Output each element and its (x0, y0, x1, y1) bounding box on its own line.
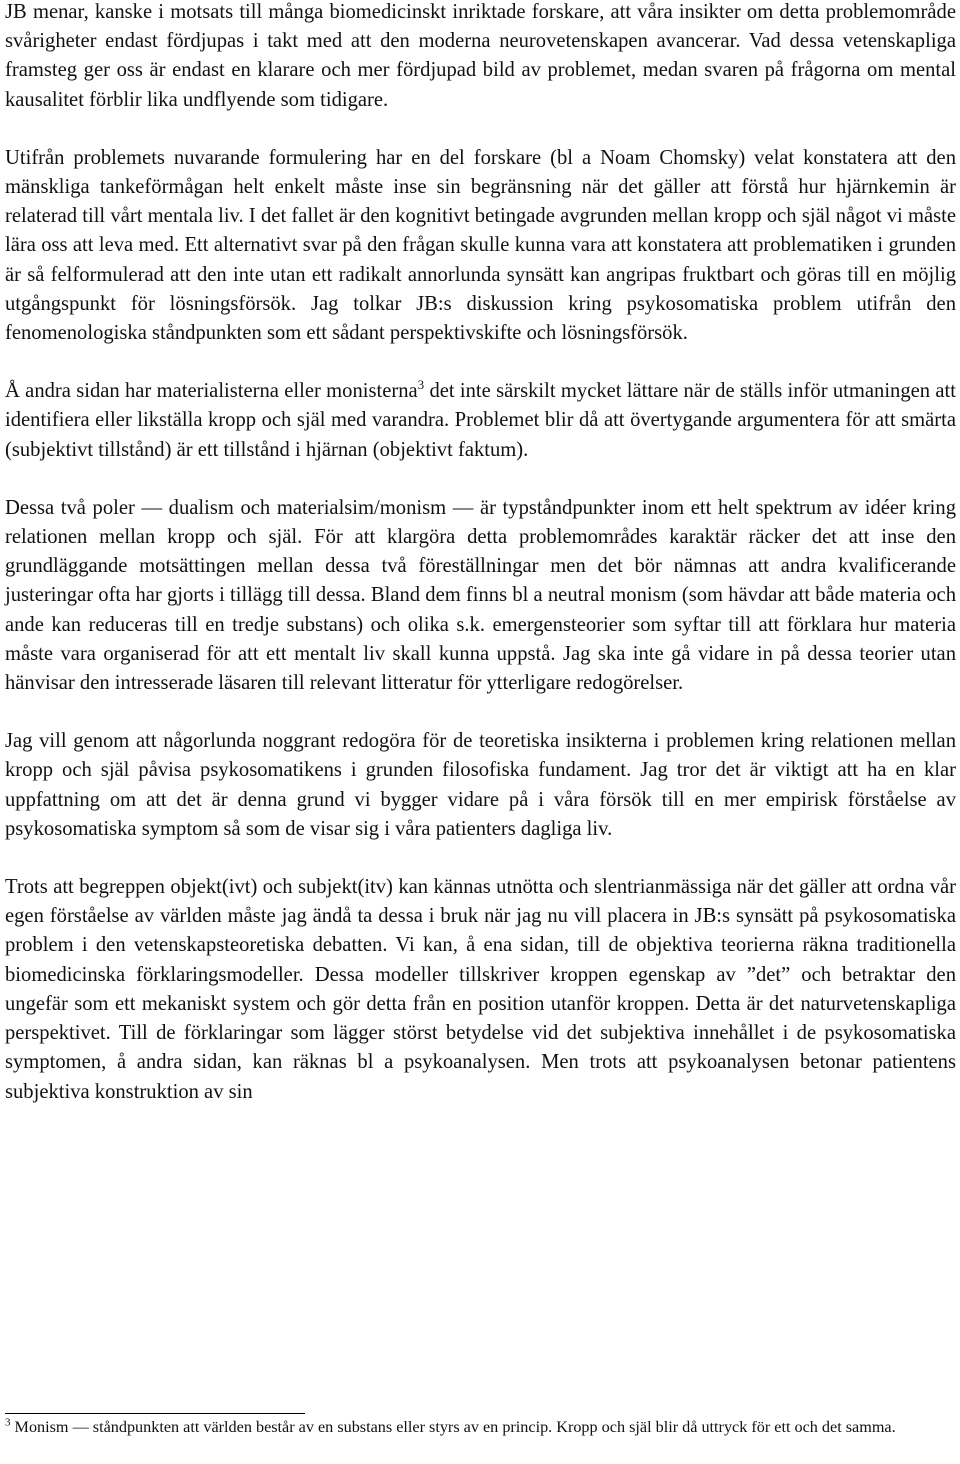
footnote (5, 1416, 956, 1439)
footnote-reference: 3 (417, 377, 425, 393)
paragraph-2: Utifrån problemets nuvarande formulering har en del forskare (bl a Noam Chomsky) velat konstatera att den mänskliga tankeförmågan helt enkelt måste inse sin begränsning när det gäller att förstå hur hjärnkemin är relaterad till vårt mentala liv. I det fallet är den kognitivt betingade avgrunden mellan kropp och själ något vi måste lära oss att leva med. Ett alternativt svar på den frågan skulle kunna vara att konstatera att problematiken i grunden är så felformulerad att den inte utan ett radikalt annorlunda synsätt kan angripas fruktbart och göras till en möjlig utgångspunkt för lösningsförsök. Jag tolkar JB:s diskussion kring psykosomatiska problem utifrån den fenomenologiska ståndpunkten som ett sådant perspektivskifte och lösningsförsök. (5, 146, 956, 345)
footnote-number: 3 (5, 1416, 11, 1429)
paragraph-5: Jag vill genom att någorlunda noggrant redogöra för de teoretiska insikterna i problemen kring relationen mellan kropp och själ påvisa psykosomatikens i grunden filosofiska fundament. Jag tror det är viktigt att ha en klar uppfattning om att det är denna grund vi bygger vidare på i våra försök till en mer empirisk förståelse av psykosomatiska symptom så som de visar sig i våra patienters dagliga liv. (5, 730, 956, 840)
paragraph-3 (5, 377, 956, 465)
paragraph-3-text-start: Å andra sidan har materialisterna eller monisterna (5, 380, 418, 403)
paragraph-6: Trots att begreppen objekt(ivt) och subjekt(itv) kan kännas utnötta och slentrianmässiga när det gäller att ordna vår egen förståelse av världen måste jag ändå ta dessa i bruk när jag nu vill placera in JB:s synsätt på psykosomatiska problem i den vetenskapsteoretiska debatten. Vi kan, å ena sidan, till de objektiva teorierna räkna traditionella biomedicinska förklaringsmodeller. Dessa modeller tillskriver kroppen egenskap av ”det” och betraktar den ungefär som ett mekaniskt system och gör detta från en position utanför kroppen. Detta är det naturvetenskapliga perspektivet. Till de förklaringar som lägger störst betydelse vid det subjektiva innehållet i de psykosomatiska symptomen, å andra sidan, kan räknas bl a psykoanalysen. Men trots att psykoanalysen betonar patientens subjektiva konstruktion av sin (5, 876, 956, 1103)
footnote-text: Monism — ståndpunkten att världen består av en substans eller styrs av en princip. Kropp och själ blir då uttryck för ett och det samma. (10, 1418, 896, 1436)
document-body (5, 0, 956, 1107)
paragraph-1: JB menar, kanske i motsats till många biomedicinskt inriktade forskare, att våra insikter om detta problemområde svårigheter endast fördjupas i takt med att den moderna neurovetenskapen avancerar. Vad dessa vetenskapliga framsteg ger oss är endast en klarare och mer fördjupad bild av problemet, medan svaren på frågorna om mental kausalitet förblir lika undflyende som tidigare. (5, 1, 956, 111)
paragraph-4: Dessa två poler — dualism och materialsim/monism — är typståndpunkter inom ett helt spektrum av idéer kring relationen mellan kropp och själ. För att klargöra detta problemområdes karaktär räcker det att inse den grundläggande motsättingen mellan dessa två föreställningar men det bör nämnas att andra kvalificerande justeringar ofta har gjorts i tillägg till dessa. Bland dem finns bl a neutral monism (som hävdar att både materia och ande kan reduceras till en tredje substans) och olika s.k. emergensteorier som syftar till att förklara hur materia måste vara organiserad för att ett mentalt liv skall kunna uppstå. Jag ska inte gå vidare in på dessa teorier utan hänvisar den intresserade läsaren till relevant litteratur för ytterligare redogörelser. (5, 496, 956, 695)
paragraph-3-text-end: det inte särskilt mycket lättare när de ställs inför utmaningen att identifiera eller likställa kropp och själ med varandra. Problemet blir då att övertygande argumentera för att smärta (subjektivt tillstånd) är ett tillstånd i hjärnan (objektivt faktum). (5, 380, 956, 461)
footnote-divider (5, 1413, 305, 1414)
